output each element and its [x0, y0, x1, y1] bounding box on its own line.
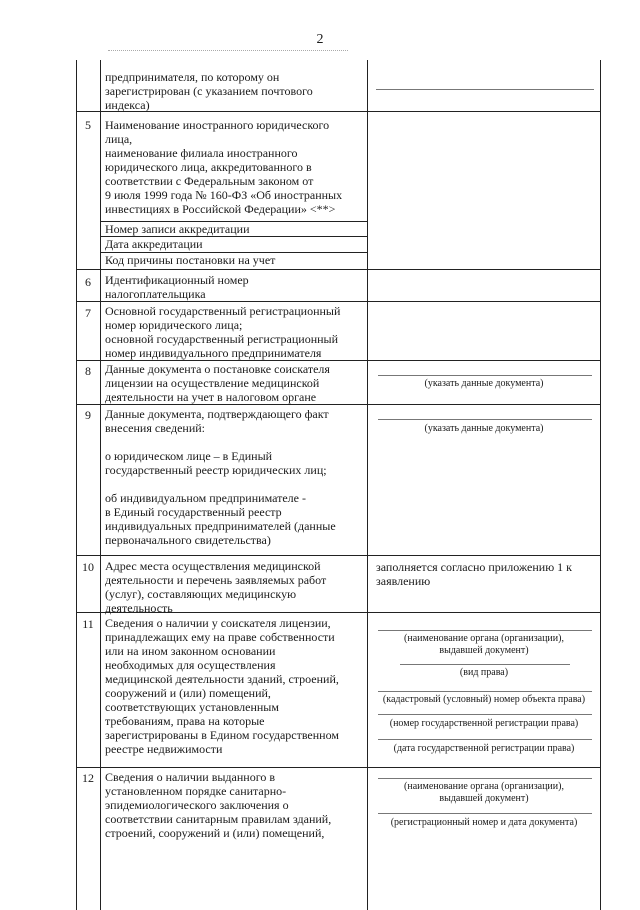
row-description: Идентификационный номер налогоплательщика: [105, 273, 249, 301]
row-separator: [76, 404, 601, 405]
blank-field-line: [378, 778, 592, 779]
field-caption: (кадастровый (условный) номер объекта права): [382, 694, 586, 705]
blank-field-line: [376, 89, 594, 90]
blank-field-line: [378, 813, 592, 814]
row-separator: [76, 269, 601, 270]
row-number: 12: [82, 771, 94, 785]
row-number: 8: [85, 364, 91, 378]
blank-field-line: [378, 419, 592, 420]
row-description: Основной государственный регистрационный номер юридического лица; основной государственный регистрационный номер индивидуального предпринимателя: [105, 304, 341, 360]
blank-field-line: [400, 664, 570, 665]
field-caption: (регистрационный номер и дата документа): [390, 817, 578, 828]
page-number: 2: [316, 32, 324, 47]
field-caption: (указать данные документа): [424, 378, 544, 389]
blank-field-line: [378, 739, 592, 740]
field-caption: (дата государственной регистрации права): [393, 743, 575, 754]
blank-field-line: [378, 714, 592, 715]
blank-field-line: [378, 630, 592, 631]
row-description: Номер записи аккредитации: [105, 222, 250, 236]
row-description: Данные документа, подтверждающего факт внесения сведений: о юридическом лице – в Единый государственный реестр юридических лиц; об индивидуальном предпринимателе - в Единый государственный реестр индивидуальных предпринимателей (данные первоначального свидетельства): [105, 407, 336, 547]
row-separator: [76, 555, 601, 556]
row-number: 10: [82, 560, 94, 574]
row-separator: [76, 301, 601, 302]
row-description: Данные документа о постановке соискателя лицензии на осуществление медицинской деятельности на учет в налоговом органе: [105, 362, 330, 404]
table-border-left: [76, 60, 77, 910]
field-caption: (наименование органа (организации), выдавшей документ): [404, 781, 564, 804]
row-separator: [76, 767, 601, 768]
row-description: Дата аккредитации: [105, 237, 203, 251]
row-separator: [76, 360, 601, 361]
row-description: Сведения о наличии выданного в установленном порядке санитарно- эпидемиологического заключения о соответствии санитарным правилам зданий, строений, сооружений и (или) помещений,: [105, 770, 332, 840]
row-description: Код причины постановки на учет: [105, 253, 276, 267]
row-number: 5: [85, 118, 91, 132]
row-description: Наименование иностранного юридического лица, наименование филиала иностранного юридического лица, аккредитованного в соответствии с Федеральным законом от 9 июля 1999 года № 160-ФЗ «Об иностранных инвестициях в Российской Федерации» <**>: [105, 118, 343, 216]
field-caption: (наименование органа (организации), выдавшей документ): [404, 633, 564, 656]
row-number: 9: [85, 408, 91, 422]
field-caption: (вид права): [459, 667, 509, 678]
column-divider-value: [367, 60, 368, 910]
row-description: предпринимателя, по которому он зарегистрирован (с указанием почтового индекса): [105, 70, 313, 112]
row-number: 11: [82, 617, 94, 631]
row-number: 7: [85, 306, 91, 320]
row-description: Сведения о наличии у соискателя лицензии, принадлежащих ему на праве собственности или на ином законном основании необходимых для осуществления медицинской деятельности зданий, строений, сооружений и (или) помещений, соответствующих установленным требованиям, права на которые зарегистрированы в Едином государственном реестре недвижимости: [105, 616, 339, 756]
column-divider-number: [100, 60, 101, 910]
address-note: заполняется согласно приложению 1 к заявлению: [376, 560, 572, 588]
row-number: 6: [85, 275, 91, 289]
blank-field-line: [378, 375, 592, 376]
field-caption: (указать данные документа): [424, 423, 544, 434]
row-description: Адрес места осуществления медицинской деятельности и перечень заявляемых работ (услуг), составляющих медицинскую деятельность: [105, 559, 327, 615]
blank-field-line: [378, 691, 592, 692]
field-caption: (номер государственной регистрации права): [389, 718, 579, 729]
table-border-right: [600, 60, 601, 910]
